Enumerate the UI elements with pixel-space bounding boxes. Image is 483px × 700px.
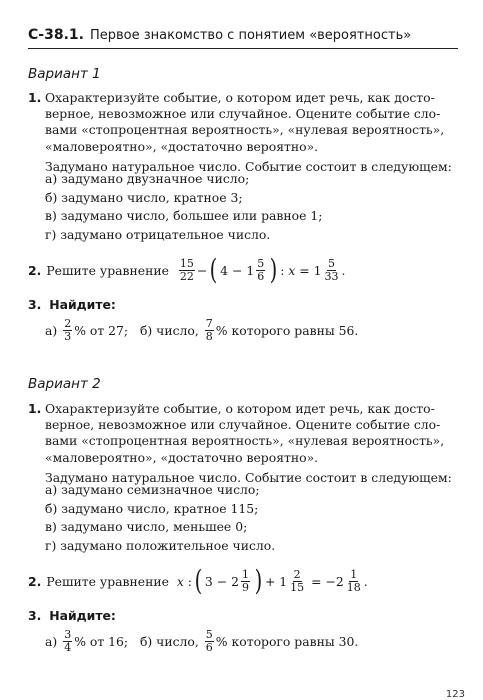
task-text-line: «маловероятно», «достаточно вероятно». [45, 138, 319, 154]
task-text-line: Охарактеризуйте событие, о котором идет речь, как досто- [45, 90, 435, 105]
denominator: 8 [205, 329, 213, 343]
task-number: 3. [28, 297, 42, 312]
mixed-number [246, 258, 267, 283]
part-text: % от 27; [74, 322, 129, 338]
whole: 2 [231, 573, 239, 589]
numerator: 5 [328, 256, 336, 270]
variant-2-items [45, 481, 275, 555]
page-number: 123 [445, 689, 465, 700]
variant-2-task-2 [28, 561, 368, 601]
numerator: 7 [205, 316, 213, 330]
variant-1-task-1 [28, 90, 458, 175]
fraction [179, 258, 195, 283]
whole: 1 [279, 573, 288, 589]
mixed-number [325, 569, 363, 594]
whole: 1 [313, 262, 322, 278]
operator: : [187, 573, 192, 589]
denominator: 4 [64, 640, 72, 654]
paren-open: ( [209, 253, 218, 286]
task-label: Найдите: [49, 297, 116, 312]
task-label: Решите уравнение [46, 573, 169, 589]
variant-1-task-3 [28, 297, 116, 312]
task-number: 2. [28, 573, 42, 589]
period: . [363, 573, 368, 589]
numerator: 2 [293, 567, 301, 581]
denominator: 18 [346, 580, 361, 594]
denominator: 6 [205, 640, 213, 654]
numerator: 2 [64, 316, 72, 330]
denominator: 9 [242, 580, 249, 594]
paren-open: ( [194, 564, 203, 597]
equals: = [299, 262, 310, 278]
section-header [28, 22, 458, 49]
task-condition: Задумано натуральное число. Событие состоит в следующем: [45, 469, 452, 485]
period: . [341, 262, 346, 278]
task-label: Решите уравнение [46, 262, 169, 278]
operator: − [196, 262, 208, 278]
operator: : [280, 262, 285, 278]
equals: = [311, 573, 322, 589]
section-title: Первое знакомство с понятием «вероятность» [89, 27, 412, 43]
numerator: 5 [205, 627, 213, 641]
denominator: 33 [324, 269, 339, 283]
part-label: а) [45, 633, 58, 649]
variant-1-task-3-parts [45, 312, 358, 348]
variant-2-task-3-parts [45, 623, 358, 659]
numerator: 3 [64, 627, 72, 641]
task-text-line: вами «стопроцентная вероятность», «нулевая вероятность», [45, 433, 445, 449]
paren-close: ) [254, 564, 263, 597]
variant-1-task-2 [28, 250, 345, 290]
section-code: С-38.1. [28, 27, 84, 43]
variable: x [288, 262, 296, 278]
operator: + [264, 573, 276, 589]
task-text-line: верное, невозможное или случайное. Оцените событие сло- [45, 106, 441, 122]
part-label: б) число, [139, 633, 199, 649]
variant-1-items [45, 170, 322, 244]
operator: − [216, 573, 228, 589]
list-item: б) задумано число, кратное 3; [45, 189, 243, 205]
task-number: 3. [28, 608, 42, 623]
denominator: 3 [64, 329, 72, 343]
task-number: 2. [28, 262, 42, 278]
numerator: 1 [350, 567, 358, 581]
variant-2-title: Вариант 2 [28, 376, 101, 392]
whole: −2 [325, 573, 344, 589]
task-text-line: вами «стопроцентная вероятность», «нулевая вероятность», [45, 122, 445, 138]
list-item: а) задумано двузначное число; [45, 171, 250, 186]
variable: x [176, 573, 184, 589]
list-item: б) задумано число, кратное 115; [45, 500, 259, 516]
task-label: Найдите: [49, 608, 116, 623]
task-text-line: «маловероятно», «достаточно вероятно». [45, 449, 319, 465]
task-text-line: верное, невозможное или случайное. Оцените событие сло- [45, 417, 441, 433]
denominator: 15 [290, 580, 305, 594]
numerator: 1 [242, 567, 249, 581]
variant-1-title: Вариант 1 [28, 66, 101, 82]
part-label: б) число, [139, 322, 199, 338]
list-item: в) задумано число, большее или равное 1; [45, 208, 323, 223]
numerator: 5 [257, 256, 265, 270]
list-item: в) задумано число, меньшее 0; [45, 519, 248, 534]
number: 4 [220, 262, 229, 278]
part-text: % которого равны 30. [215, 633, 359, 649]
whole: 1 [246, 262, 255, 278]
list-item: г) задумано отрицательное число. [45, 226, 271, 242]
operator: − [232, 262, 243, 278]
denominator: 6 [257, 269, 265, 283]
task-number: 1. [28, 90, 42, 105]
paren-close: ) [269, 253, 278, 286]
numerator: 15 [179, 256, 194, 270]
number: 3 [204, 573, 213, 589]
part-text: % которого равны 56. [215, 322, 359, 338]
list-item: а) задумано семизначное число; [45, 482, 260, 497]
mixed-number [231, 569, 252, 594]
list-item: г) задумано положительное число. [45, 537, 276, 553]
part-label: а) [45, 322, 58, 338]
mixed-number [279, 569, 307, 594]
denominator: 22 [179, 269, 194, 283]
variant-2-task-3 [28, 608, 116, 623]
mixed-number [314, 258, 342, 283]
task-condition: Задумано натуральное число. Событие состоит в следующем: [45, 158, 452, 174]
task-text-line: Охарактеризуйте событие, о котором идет речь, как досто- [45, 401, 435, 416]
part-text: % от 16; [74, 633, 129, 649]
task-number: 1. [28, 401, 42, 416]
variant-2-task-1 [28, 401, 458, 486]
